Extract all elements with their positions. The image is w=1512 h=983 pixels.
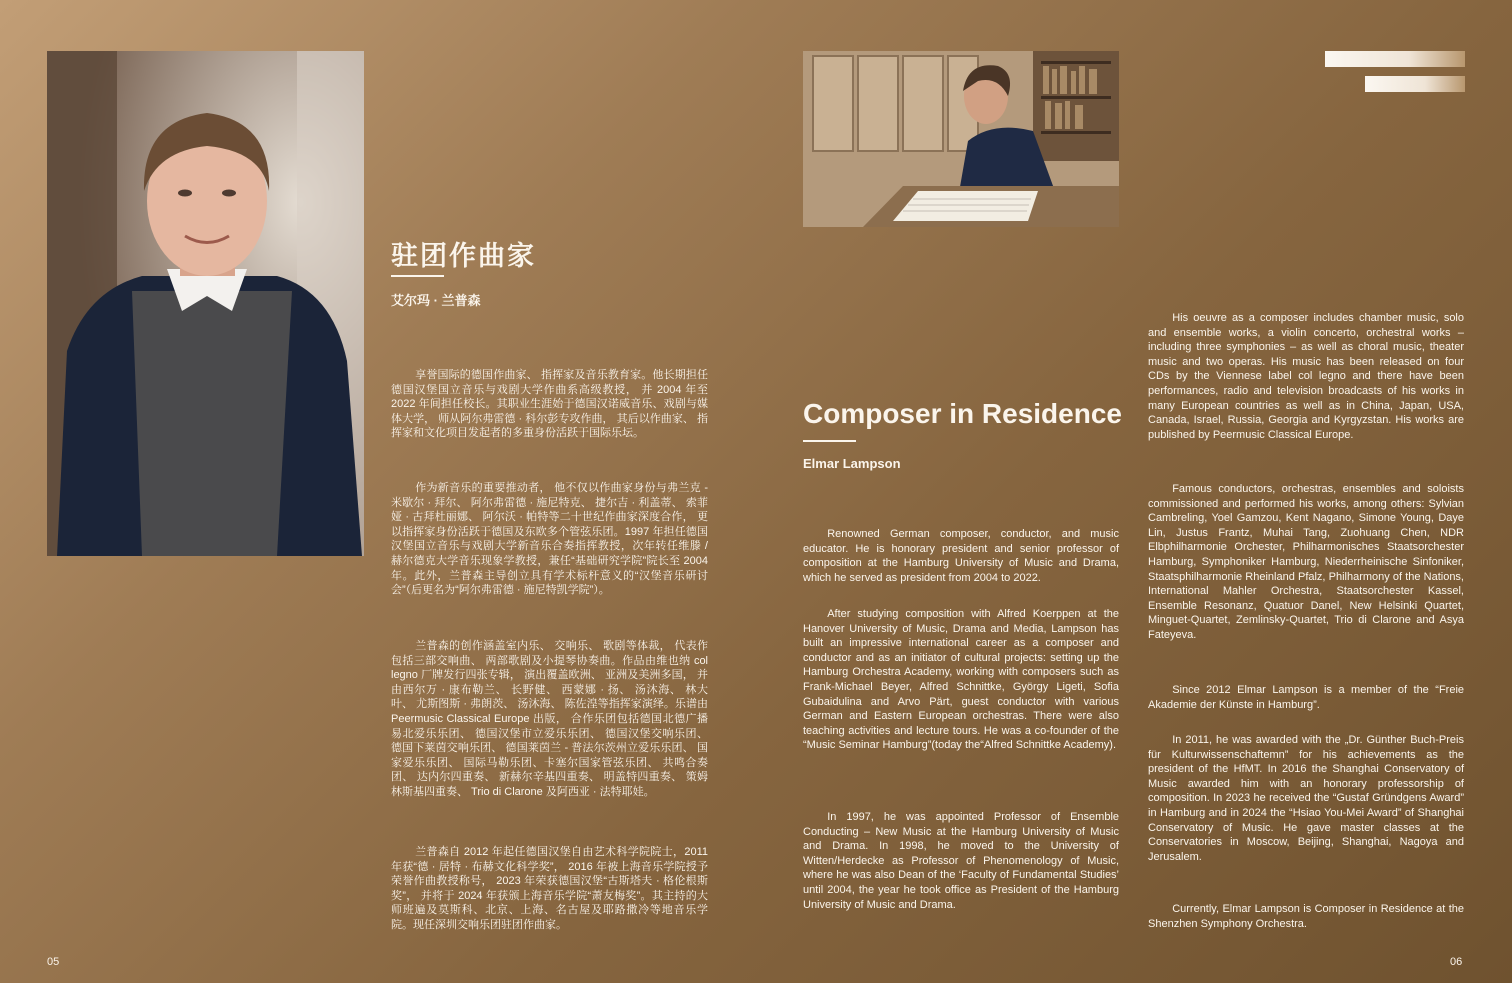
paragraph-zh-4: 兰普森自 2012 年起任德国汉堡自由艺术科学院院士，2011 年获“德 · 居特 · 布赫文化科学奖”， 2016 年被上海音乐学院授予荣誉作曲教授称号， 2023 年荣获德国汉堡“古斯塔夫 · 格伦根斯奖”， 并将于 2024 年获颁上海音乐学院“萧友梅奖”。其主持的大师班遍及莫斯科、北京、上海、名古屋及耶路撒冷等地音乐学院。现任深圳交响乐团驻团作曲家。 xyxy=(391,846,708,931)
page-title-en: Composer in Residence xyxy=(803,398,1122,429)
paragraph-en-col2-1: His oeuvre as a composer includes chamber music, solo and ensemble works, a violin concerto, orchestral works – including three symphonies – as well as choral music, theater music and two operas. His music has been released on four CDs by the Viennese label col legno and there have been performances, radio and television broadcasts of his works in many European countries as well as in China, Japan, USA, Canada, Israel, Russia, Georgia and Kyrgyzstan. His works are published by Peermusic Classical Europe. xyxy=(1148,312,1464,441)
title-divider xyxy=(391,275,444,277)
page-number-left: 05 xyxy=(47,956,60,968)
body-col2-p3 xyxy=(1148,683,1464,712)
portrait-illustration xyxy=(47,51,364,556)
paragraph-en-col2-4: In 2011, he was awarded with the „Dr. Günther Buch-Preis für Kulturwissenschaftemn” for his achievements as the president of the HfMT. In 2016 the Shanghai Conservatory of Music awarded him with an honorary professorship of composition. In 2023 he received the “Gustaf Gründgens Award” in Hamburg and in 2024 the “Hsiao You-Mei Award” of Shanghai Conservatory of Music. He gave master classes at the Conservatories in Moscow, Beijing, Shanghai, Nagoya and Jerusalem. xyxy=(1148,734,1464,863)
body-text-zh xyxy=(391,368,708,441)
paragraph-en-col1-3: In 1997, he was appointed Professor of Ensemble Conducting – New Music at the Hamburg University of Music and Drama. In 1998, he moved to the University of Witten/Herdecke as Professor of Phenomenology of Music, where he was also Dean of the ‘Faculty of Fundamental Studies’ until 2004, the year he took office as President of the Hamburg University of Music and Drama. xyxy=(803,811,1119,911)
body-text-zh-4 xyxy=(391,845,708,933)
body-col1-p1 xyxy=(803,527,1119,585)
paragraph-en-col1-2: After studying composition with Alfred Koerppen at the Hanover University of Music, Drama and Media, Lampson has built an impressive international career as a composer and conductor and as an initiator of cultural projects: setting up the Hamburg Orchestra Academy, working with composers such as Frank-Michael Beyer, Alfred Schnittke, György Ligeti, Sofia Gubaidulina and Arvo Pärt, guest conductor with various German and Eastern European orchestras. There were also teaching activities and lecture tours. He was a co-founder of the “Music Seminar Hamburg”(today the“Alfred Schnittke Academy). xyxy=(803,608,1119,752)
decorative-bar-bottom xyxy=(1365,76,1465,92)
paragraph-en-col1-1: Renowned German composer, conductor, and music educator. He is honorary president and senior professor of composition at the Hamburg University of Music and Drama, which he served as president from 2004 to 2022. xyxy=(803,528,1119,584)
paragraph-en-col2-2: Famous conductors, orchestras, ensembles and soloists commissioned and performed his works, among others: Sylvian Cambreling, Yoel Gamzou, Kent Nagano, Simone Young, Daye Lin, Justus Frantz, Muhai Tang, Zuohuang Chen, NDR Elbphilharmonie Orchester, Philharmonisches Staatsorchester Hamburg, Symphoniker Hamburg, Niederrheinische Sinfoniker, Staatsphilharmonie Rheinland Pfalz, Philharmony of the Nations, International Mahler Orchestra, Staatsorchester Kassel, Ensemble Resonanz, Quatuor Danel, New Helsinki Quartet, Minguet-Quartet, Zemlinsky-Quartet, Trio di Clarone and Asya Fateyeva. xyxy=(1148,483,1464,641)
body-col2-p2 xyxy=(1148,482,1464,643)
body-text-zh-3 xyxy=(391,639,708,800)
paragraph-zh-3: 兰普森的创作涵盖室内乐、 交响乐、 歌剧等体裁， 代表作包括三部交响曲、 两部歌剧及小提琴协奏曲。作品由维也纳 col legno 厂牌发行四张专辑， 演出覆盖欧洲、 亚洲及美洲多国， 并由西尔万 · 康布勒兰、 长野健、 西蒙娜 · 扬、 汤沐海、 林大叶、 尤斯图斯 · 弗朗茨、 汤沐海、 陈佐湟等指挥家演绎。乐谱由 Peermusic Classical Europe 出版， 合作乐团包括德国北德广播易北爱乐乐团、 德国汉堡市立爱乐乐团、 德国汉堡交响乐团、 德国下莱茵交响乐团、 德国莱茵兰 - 普法尔茨州立爱乐乐团、 国家爱乐乐团、 国际马勒乐团、卡塞尔国家管弦乐团、 共鸣合奏团、 达内尔四重奏、 新赫尔辛基四重奏、 明盖特四重奏、 策姆林斯基四重奏、 Trio di Clarone 及阿西亚 · 法特耶娃。 xyxy=(391,640,708,798)
body-col1-p3 xyxy=(803,810,1119,912)
body-col2-p5 xyxy=(1148,902,1464,931)
body-col1-p2 xyxy=(803,607,1119,753)
decorative-bar-top xyxy=(1325,51,1465,67)
portrait-photo xyxy=(47,51,364,556)
paragraph-zh-1: 享誉国际的德国作曲家、 指挥家及音乐教育家。他长期担任德国汉堡国立音乐与戏剧大学作曲系高级教授， 并 2004 年至 2022 年间担任校长。其职业生涯始于德国汉诺威音乐、戏剧与媒体大学， 师从阿尔弗雷德 · 科尔彭专攻作曲， 其后以作曲家、 指挥家和文化项目发起者的多重身份活跃于国际乐坛。 xyxy=(391,369,708,440)
paragraph-en-col2-3: Since 2012 Elmar Lampson is a member of the “Freie Akademie der Künste in Hamburg”. xyxy=(1148,684,1464,711)
subtitle-en: Elmar Lampson xyxy=(803,456,901,471)
subtitle-zh: 艾尔玛 · 兰普森 xyxy=(391,293,481,308)
title-divider-en xyxy=(803,440,856,442)
body-col2-p1 xyxy=(1148,311,1464,442)
paragraph-zh-2: 作为新音乐的重要推动者， 他不仅以作曲家身份与弗兰克 - 米歇尔 · 拜尔、 阿尔弗雷德 · 施尼特克、 捷尔吉 · 利盖蒂、 索菲娅 · 古拜杜丽娜、 阿尔沃 · 帕特等二十世纪作曲家深度合作， 更以指挥家身份活跃于德国及东欧多个管弦乐团。1997 年担任德国汉堡国立音乐与戏剧大学新音乐合奏指挥教授，次年转任维滕 / 赫尔德克大学音乐现象学教授，兼任“基础研究学院”院长至 2004 年。此外，兰普森主导创立具有学术标杆意义的“汉堡音乐研讨会”（后更名为“阿尔弗雷德 · 施尼特凯学院”）。 xyxy=(391,482,708,597)
composer-writing-photo xyxy=(803,51,1119,227)
body-text-zh-2 xyxy=(391,481,708,598)
page-title-zh: 驻团作曲家 xyxy=(391,241,536,271)
paragraph-en-col2-5: Currently, Elmar Lampson is Composer in Residence at the Shenzhen Symphony Orchestra. xyxy=(1148,903,1464,930)
body-col2-p4 xyxy=(1148,733,1464,864)
page-number-right: 06 xyxy=(1450,956,1463,968)
composer-writing-illustration xyxy=(803,51,1119,227)
